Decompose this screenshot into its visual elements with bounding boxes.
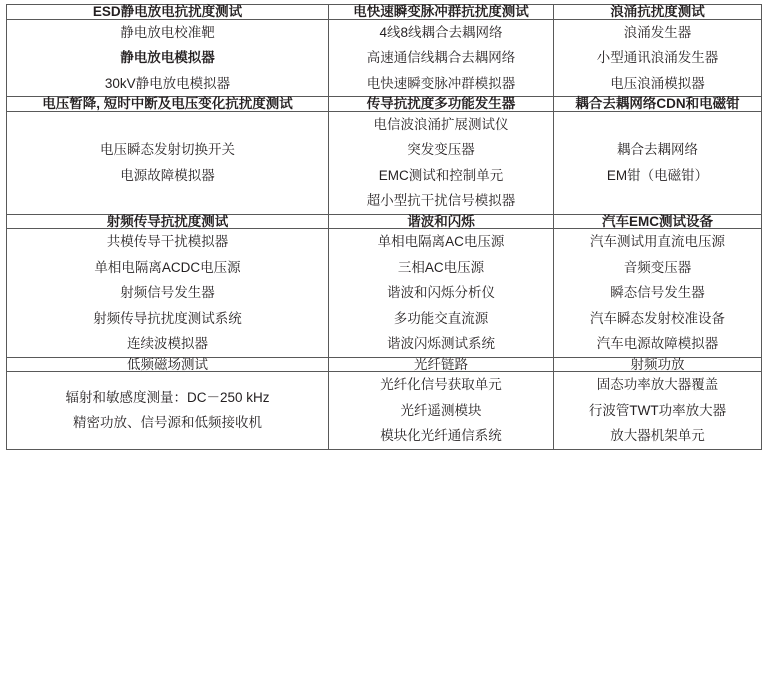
table-row [7,111,762,214]
product-item: 瞬态信号发生器 [610,285,705,300]
product-list-cell [329,372,554,450]
product-item: 电压浪涌模拟器 [610,75,705,91]
category-header-cell: 传导抗扰度多功能发生器 [329,97,554,112]
product-item: 电信波浪涌扩展测试仪 [373,116,509,132]
product-item: 射频信号发生器 [120,285,215,300]
category-header-cell: ESD静电放电抗扰度测试 [7,5,329,20]
product-cell: 射频功放 [554,357,762,372]
product-item: 模块化光纤通信系统 [380,428,502,443]
product-item: 谐波和闪烁分析仪 [387,285,495,300]
product-item: 射频传导抗扰度测试系统 [93,310,242,326]
table-row [7,229,762,358]
product-list-cell [554,111,762,214]
product-cell: 低频磁场测试 [7,357,329,372]
product-list-cell [7,229,329,358]
product-item: 电压瞬态发射切换开关 [100,142,235,157]
product-item: 汽车电源故障模拟器 [596,336,719,351]
category-header-cell: 谐波和闪烁 [329,214,554,229]
product-list-cell [7,372,329,450]
table-row [7,19,762,97]
product-item: 汽车测试用直流电压源 [590,234,725,249]
product-item: 静电放电校准靶 [120,24,215,40]
table-row [7,214,762,229]
product-item: 连续波模拟器 [127,336,208,351]
product-item: 单相电隔离AC电压源 [377,234,505,249]
product-item: 单相电隔离ACDC电压源 [94,259,241,275]
product-item: 电快速瞬变脉冲群模拟器 [366,75,516,91]
table-row [7,372,762,450]
product-item: 耦合去耦网络 [617,142,698,157]
product-item: 三相AC电压源 [397,259,485,275]
category-header-cell: 电快速瞬变脉冲群抗扰度测试 [329,5,554,20]
table-row [7,5,762,20]
product-item: 辐射和敏感度测量：DC－250 kHz [65,389,270,405]
product-list-cell [554,19,762,97]
product-item: 浪涌发生器 [623,24,692,40]
product-list-cell [7,111,329,214]
product-item: 突发变压器 [407,142,475,157]
product-item: 汽车瞬态发射校准设备 [590,310,725,326]
product-item: 多功能交直流源 [393,310,489,326]
category-header-cell: 浪涌抗扰度测试 [554,5,762,20]
product-item: 高速通信线耦合去耦网络 [366,50,516,65]
table-row [7,97,762,112]
product-item: 超小型抗干扰信号模拟器 [366,193,516,208]
product-item: 精密功放、信号源和低频接收机 [73,415,262,431]
table-body [7,5,762,450]
product-item: 4线8线耦合去耦网络 [379,24,503,40]
product-item: 共模传导干扰模拟器 [106,234,229,249]
product-item: EMC测试和控制单元 [378,167,504,183]
product-item: EM钳（电磁钳） [606,167,709,183]
product-list-cell [329,111,554,214]
product-item: 谐波闪烁测试系统 [387,336,495,351]
product-list-cell [329,229,554,358]
product-item: 30kV静电放电模拟器 [104,75,231,91]
category-header-cell: 汽车EMC测试设备 [554,214,762,229]
category-header-cell: 射频传导抗扰度测试 [7,214,329,229]
product-list-cell [554,229,762,358]
product-item: 电源故障模拟器 [120,167,215,183]
product-item: 行波管TWT功率放大器 [588,402,727,418]
table-row [7,357,762,372]
product-item: 音频变压器 [623,259,692,275]
product-item: 光纤遥测模块 [400,402,482,418]
product-list-cell [7,19,329,97]
product-item: 小型通讯浪涌发生器 [596,50,719,65]
product-list-cell [329,19,554,97]
product-item: 固态功率放大器覆盖 [596,377,719,392]
product-item: 光纤化信号获取单元 [380,377,502,392]
category-header-cell: 电压暂降, 短时中断及电压变化抗扰度测试 [7,97,329,112]
product-cell: 光纤链路 [329,357,554,372]
product-item: 放大器机架单元 [610,428,705,443]
product-item: 静电放电模拟器 [120,50,215,65]
product-category-table [6,4,762,450]
category-header-cell: 耦合去耦网络CDN和电磁钳 [554,97,762,112]
product-list-cell [554,372,762,450]
